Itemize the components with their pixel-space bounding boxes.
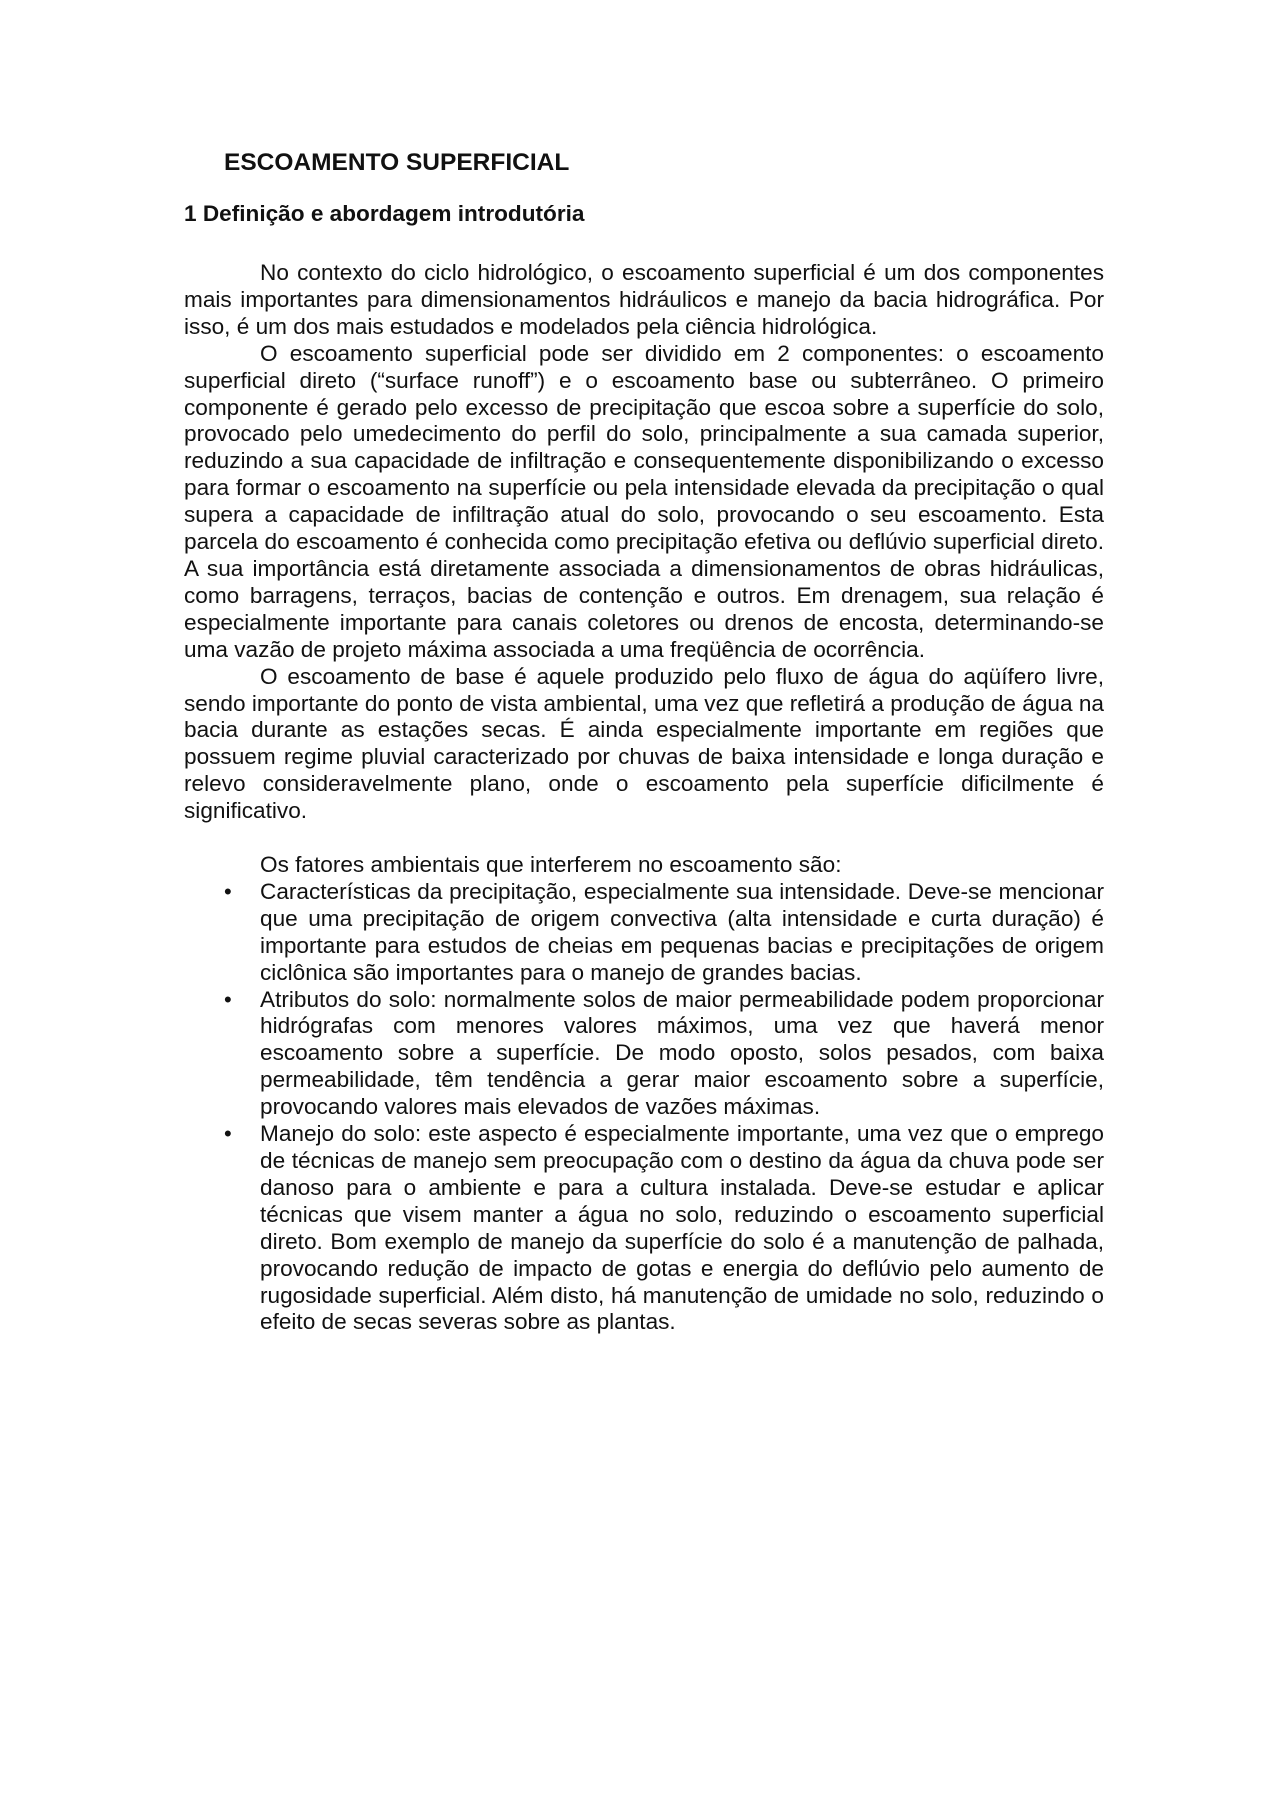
bullet-icon: • — [224, 986, 232, 1012]
document-page — [184, 148, 1104, 1336]
body-text — [184, 260, 1104, 825]
paragraph-components: O escoamento superficial pode ser dividido em 2 componentes: o escoamento superficial direto (“surface runoff”) e o escoamento base ou subterrâneo. O primeiro componente é gerado pelo excesso de precipitação que escoa sobre a superfície do solo, provocado pelo umedecimento do perfil do solo, principalmente a sua camada superior, reduzindo a sua capacidade de infiltração e consequentemente disponibilizando o excesso para formar o escoamento na superfície ou pela intensidade elevada da precipitação o qual supera a capacidade de infiltração atual do solo, provocando o seu escoamento. Esta parcela do escoamento é conhecida como precipitação efetiva ou deflúvio superficial direto. A sua importância está diretamente associada a dimensionamentos de obras hidráulicas, como barragens, terraços, bacias de contenção e outros. Em drenagem, sua relação é especialmente importante para canais coletores ou drenos de encosta, determinando-se uma vazão de projeto máxima associada a uma freqüência de ocorrência. — [184, 340, 1104, 662]
list-item — [184, 879, 1104, 987]
list-item — [184, 987, 1104, 1122]
factors-intro: Os fatores ambientais que interferem no escoamento são: — [260, 852, 842, 878]
document-title: ESCOAMENTO SUPERFICIAL — [224, 149, 570, 176]
factor-soil-attributes: Atributos do solo: normalmente solos de maior permeabilidade podem proporcionar hidrógrafas com menores valores máximos, uma vez que haverá menor escoamento sobre a superfície. De modo oposto, solos pesados, com baixa permeabilidade, têm tendência a gerar maior escoamento sobre a superfície, provocando valores mais elevados de vazões máximas. — [260, 986, 1104, 1120]
paragraph-intro: No contexto do ciclo hidrológico, o escoamento superficial é um dos componentes mais importantes para dimensionamentos hidráulicos e manejo da bacia hidrográfica. Por isso, é um dos mais estudados e modelados pela ciência hidrológica. — [184, 260, 1104, 339]
section-heading: 1 Definição e abordagem introdutória — [184, 201, 585, 226]
list-item — [184, 1121, 1104, 1336]
factor-precipitation: Características da precipitação, especialmente sua intensidade. Deve-se mencionar que uma precipitação de origem convectiva (alta intensidade e curta duração) é importante para estudos de cheias em pequenas bacias e precipitações de origem ciclônica são importantes para o manejo de grandes bacias. — [260, 878, 1104, 985]
factors-list — [184, 879, 1104, 1336]
factor-soil-management: Manejo do solo: este aspecto é especialmente importante, uma vez que o emprego de técnicas de manejo sem preocupação com o destino da água da chuva pode ser danoso para o ambiente e para a cultura instalada. Deve-se estudar e aplicar técnicas que visem manter a água no solo, reduzindo o escoamento superficial direto. Bom exemplo de manejo da superfície do solo é a manutenção de palhada, provocando redução de impacto de gotas e energia do deflúvio pelo aumento de rugosidade superficial. Além disto, há manutenção de umidade no solo, reduzindo o efeito de secas severas sobre as plantas. — [260, 1121, 1104, 1335]
paragraph-base-flow: O escoamento de base é aquele produzido pelo fluxo de água do aqüífero livre, sendo importante do ponto de vista ambiental, uma vez que refletirá a produção de água na bacia durante as estações secas. É ainda especialmente importante em regiões que possuem regime pluvial caracterizado por chuvas de baixa intensidade e longa duração e relevo consideravelmente plano, onde o escoamento pela superfície dificilmente é significativo. — [184, 663, 1104, 824]
bullet-icon: • — [224, 1121, 232, 1147]
bullet-icon: • — [224, 878, 232, 904]
